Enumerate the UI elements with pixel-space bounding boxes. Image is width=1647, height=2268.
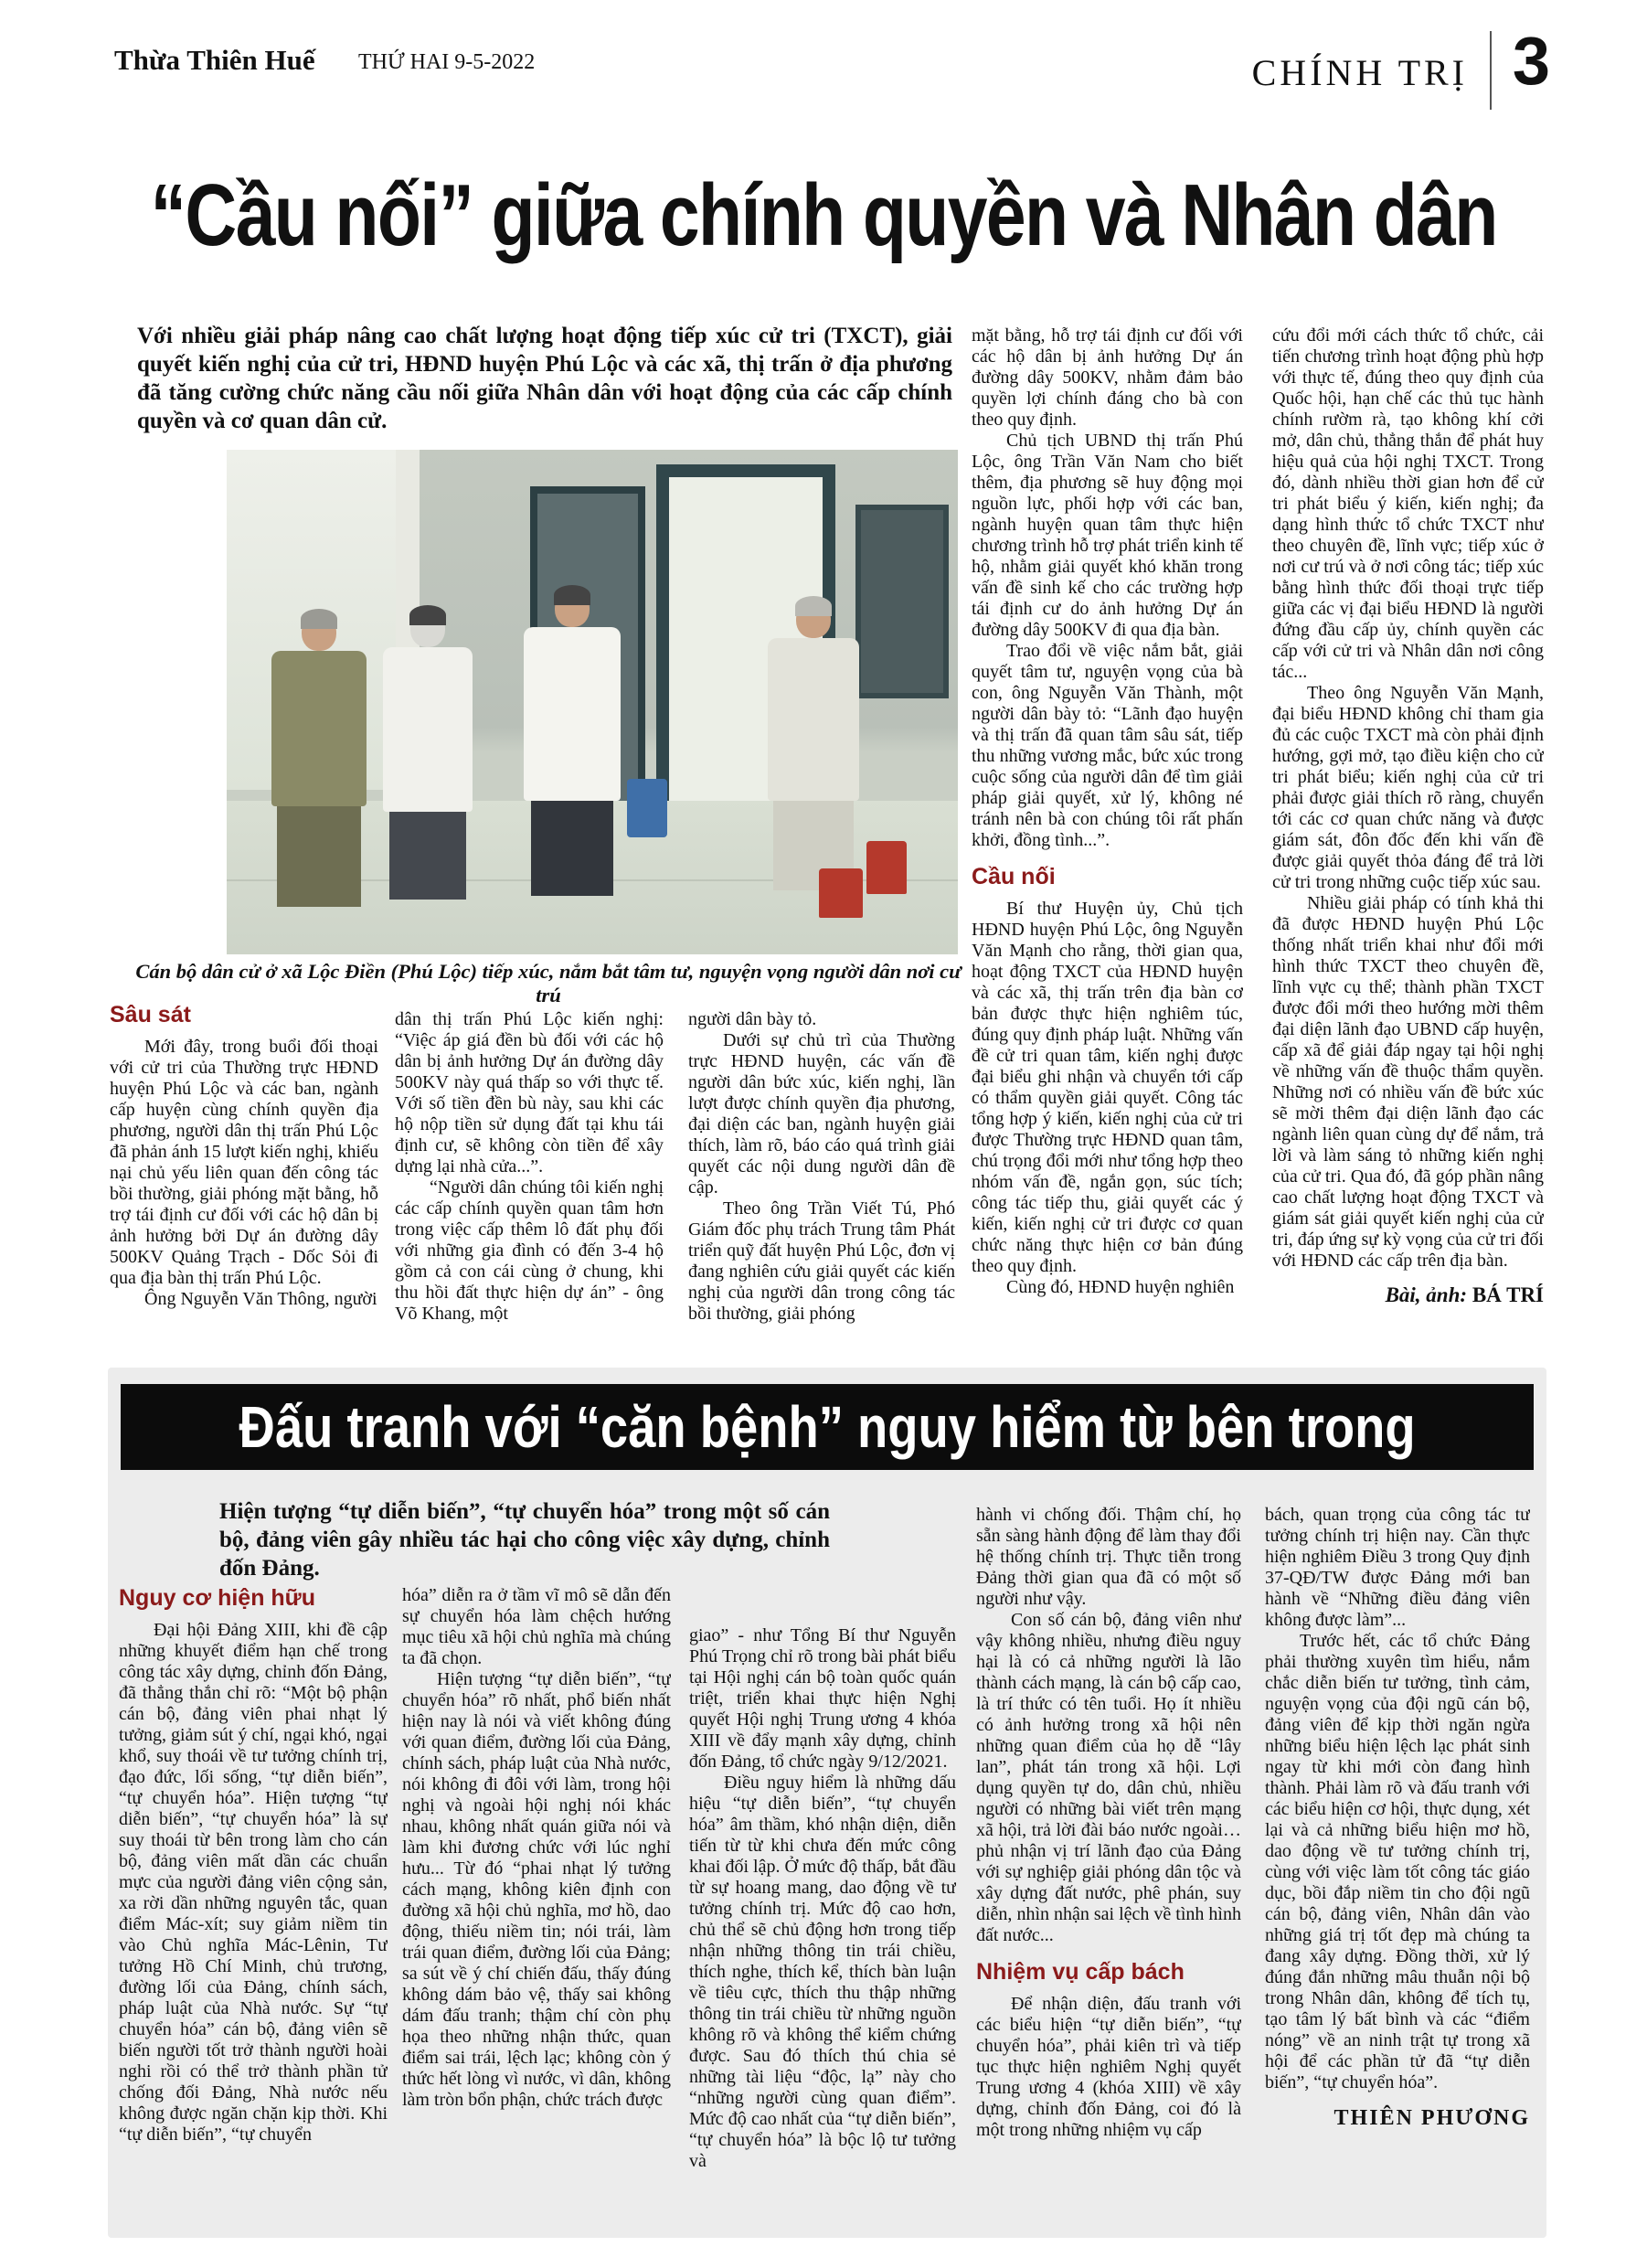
article1-subhead-sau-sat: Sâu sát bbox=[110, 1002, 191, 1028]
article1-byline-name: BÁ TRÍ bbox=[1472, 1283, 1544, 1306]
page-number: 3 bbox=[1512, 23, 1550, 99]
article1-paragraph: Mới đây, trong buổi đối thoại với cử tri của Thường trực HĐND huyện Phú Lộc và các ban, ngành cấp huyện cùng chính quyền địa phương, người dân thị trấn Phú Lộc đã phản ánh 15 lượt kiến nghị, khiếu nại chủ yếu liên quan đến công tác bồi thường, giải phóng mặt bằng, hỗ trợ tái định cư đối với các hộ dân bị ảnh hưởng bởi Dự án đường dây 500KV Quảng Trạch - Dốc Sỏi đi qua địa bàn thị trấn Phú Lộc. bbox=[110, 1037, 378, 1288]
article1-paragraph: người dân bày tỏ. bbox=[688, 1009, 817, 1029]
article1-paragraph: Nhiều giải pháp có tính khả thi đã được HĐND huyện Phú Lộc thống nhất triển khai như đổi mới hình thức TXCT theo chuyên đề, lĩnh vực cụ thể; thành phần TXCT được đổi mới theo hướng mời thêm đại diện lãnh đạo UBND cấp huyện, cấp xã để giải đáp ngay tại hội nghị về những vấn đề thuộc thẩm quyền. Những nơi có nhiều vấn đề bức xúc sẽ mời thêm đại diện lãnh đạo các ngành liên quan cùng dự để nắm, trả lời và làm sáng tỏ những kiến nghị của cử tri. Qua đó, đã góp phần nâng cao chất lượng hoạt động TXCT và giám sát giải quyết kiến nghị của cử tri, đáp ứng sự kỳ vọng của cử tri đối với HĐND các cấp trên địa bàn. bbox=[1272, 893, 1544, 1271]
article2-subhead-nguy-co: Nguy cơ hiện hữu bbox=[119, 1585, 316, 1611]
article1-column-2 bbox=[395, 1009, 664, 1355]
photo-person-masked bbox=[380, 609, 475, 900]
article1-photo-caption: Cán bộ dân cử ở xã Lộc Điền (Phú Lộc) tiếp xúc, nắm bắt tâm tư, nguyện vọng người dân nơi cư trú bbox=[135, 960, 962, 1006]
photo-red-stool bbox=[866, 841, 907, 894]
issue-date: THỨ HAI 9-5-2022 bbox=[358, 50, 536, 74]
article2-paragraph: Trước hết, các tổ chức Đảng phải thường xuyên tìm hiểu, nắm chắc diễn biến tư tưởng, tình cảm, nguyện vọng của đội ngũ cán bộ, đảng viên để kịp thời ngăn ngừa những biểu hiện lệch lạc phát sinh ngay từ khi mới còn đang hình thành. Phải làm rõ và đấu tranh với các biểu hiện cơ hội, thực dụng, xét lại và cả những biểu hiện mơ hồ, dao động về tư tưởng chính trị, cùng với việc làm tốt công tác giáo dục, bồi đắp niềm tin cho đội ngũ cán bộ, đảng viên, Nhân dân vào những giá trị tốt đẹp mà chúng ta đang xây dựng. Đồng thời, xử lý đúng đắn những mâu thuẫn nội bộ trong Nhân dân, không để tích tụ, tạo tâm lý bất bình và các “điểm nóng” về an ninh trật tự trong xã hội để các phần tử đã “tự diễn biến”, “tự chuyển hóa”. bbox=[1265, 1631, 1530, 2092]
article2-subhead-nhiem-vu: Nhiệm vụ cấp bách bbox=[976, 1959, 1185, 1985]
article1-subhead-cau-noi: Cầu nối bbox=[972, 864, 1056, 889]
newspaper-name: Thừa Thiên Huế bbox=[114, 44, 315, 76]
article2-column-5 bbox=[1265, 1505, 1530, 2225]
article1-paragraph: dân thị trấn Phú Lộc kiến nghị: “Việc áp giá đền bù đối với các hộ dân bị ảnh hưởng Dự án đường dây 500KV này quá thấp so với thực tế. Với số tiền đền bù này, sau khi các hộ nộp tiền sử dụng đất tại khu tái định cư, sẽ không còn tiền để xây dựng lại nhà cửa...”. bbox=[395, 1009, 664, 1177]
section-title: CHÍNH TRỊ bbox=[1251, 52, 1468, 93]
article2-paragraph: Điều nguy hiểm là những dấu hiệu “tự diễn biến”, “tự chuyển hóa” âm thầm, khó nhận diện, diễn tiến từ từ khi chưa đến mức công khai đối lập. Ở mức độ thấp, bắt đầu từ sự hoang mang, dao động về tư tưởng chính trị. Mức độ cao hơn, chủ thể sẽ chủ động hơn trong tiếp nhận những thông tin trái chiều, thích nghe, thích kể, thích bàn luận về tiêu cực, thích thu thập những thông tin trái chiều từ những nguồn không rõ và không thể kiểm chứng được. Sau đó thích thú chia sẻ những tài liệu “độc, lạ” này cho “những người cùng quan điểm”. Mức độ cao nhất của “tự diễn biến”, “tự chuyển hóa” là bộc lộ tư tưởng và bbox=[689, 1773, 956, 2171]
article1-column-3 bbox=[688, 1009, 955, 1355]
article1-column-4 bbox=[972, 325, 1243, 1336]
article1-paragraph: “Người dân chúng tôi kiến nghị các cấp chính quyền quan tâm hơn trong việc cấp thêm lô đất phụ đối với những gia đình có đến 3-4 hộ gồm cả con cái cùng ở chung, khi thu hồi đất thực hiện dự án” - ông Võ Khang, một bbox=[395, 1177, 664, 1324]
article2-headline-bar bbox=[121, 1384, 1534, 1470]
article1-paragraph: Theo ông Trần Viết Tú, Phó Giám đốc phụ trách Trung tâm Phát triển quỹ đất huyện Phú Lộc, đơn vị đang nghiên cứu giải quyết các kiến nghị của người dân trong công tác bồi thường, giải phóng bbox=[688, 1198, 955, 1324]
article2-column-1 bbox=[119, 1585, 388, 2225]
article2-paragraph: Để nhận diện, đấu tranh với các biểu hiện “tự diễn biến”, “tự chuyển hóa”, phải kiên trì và tiếp tục thực hiện nghiêm Nghị quyết Trung ương 4 (khóa XIII) về xây dựng, chỉnh đốn Đảng, coi đó là một trong những nhiệm vụ cấp bbox=[976, 1994, 1241, 2140]
article2-paragraph: hành vi chống đối. Thậm chí, họ sẵn sàng hành động để làm thay đổi hệ thống chính trị. Thực tiễn trong Đảng thời gian qua đã có một số người như vậy. bbox=[976, 1505, 1241, 1609]
article2-paragraph: giao” - như Tổng Bí thư Nguyễn Phú Trọng chỉ rõ trong bài phát biểu tại Hội nghị cán bộ toàn quốc quán triệt, triển khai thực hiện Nghị quyết Hội nghị Trung ương 4 khóa XIII về đẩy mạnh xây dựng, chỉnh đốn Đảng, tổ chức ngày 9/12/2021. bbox=[689, 1625, 956, 1772]
article1-paragraph: Ông Nguyễn Văn Thông, người bbox=[144, 1289, 377, 1309]
article1-photo bbox=[227, 450, 958, 954]
article1-paragraph: Trao đổi về việc nắm bắt, giải quyết tâm tư, nguyện vọng của bà con, ông Nguyễn Văn Thành, một người dân bày tỏ: “Lãnh đạo huyện và thị trấn đã quan tâm sâu sát, tiếp thu những vương mắc, bức xúc trong cuộc sống của người dân để tìm giải pháp giải quyết, xử lý, không né tránh nên bà con chúng tôi rất phấn khởi, đồng tình...”. bbox=[972, 641, 1243, 850]
article1-paragraph: Theo ông Nguyễn Văn Mạnh, đại biểu HĐND không chỉ tham gia đủ các cuộc TXCT mà còn phải định hướng, gợi mở, tạo điều kiện cho cử tri phát biểu; kiến nghị của cử tri phải được giải thích rõ ràng, chuyển tới các cơ quan chức năng và được giám sát, đôn đốc đến khi vấn đề được giải quyết thỏa đáng để trả lời cử tri trong những cuộc tiếp xúc sau. bbox=[1272, 683, 1544, 892]
article2-paragraph: hóa” diễn ra ở tầm vĩ mô sẽ dẫn đến sự chuyển hóa làm chệch hướng mục tiêu xã hội chủ nghĩa mà chúng ta đã chọn. bbox=[402, 1585, 671, 1668]
article1-paragraph: Chủ tịch UBND thị trấn Phú Lộc, ông Trần Văn Nam cho biết thêm, địa phương sẽ huy động mọi nguồn lực, phối hợp với các ban, ngành huyện quan tâm thực hiện chương trình hỗ trợ phát triển kinh tế hộ, nhằm giải quyết khó khăn trong vấn đề sinh kế cho các trường hợp tái định cư do ảnh hưởng Dự án đường dây 500KV đi qua địa bàn. bbox=[972, 431, 1243, 640]
article2-column-2 bbox=[402, 1585, 671, 2225]
article1-paragraph: Bí thư Huyện ủy, Chủ tịch HĐND huyện Phú Lộc, ông Nguyễn Văn Mạnh cho rằng, thời gian qua, hoạt động TXCT của HĐND huyện và các xã, thị trấn trên địa bàn cơ bản được thực hiện nghiêm túc, đúng quy định pháp luật. Những vấn đề cử tri quan tâm, kiến nghị được đại biểu ghi nhận và chuyển tới cấp có thẩm quyền giải quyết. Công tác tổng hợp ý kiến, kiến nghị của cử tri được Thường trực HĐND quan tâm, chú trọng đổi mới như tổng hợp theo nhóm vấn đề, ngắn gọn, súc tích; công tác tiếp thu, giải quyết các ý kiến, kiến nghị cử tri được cơ quan chức năng thực hiện cơ bản đúng theo quy định. bbox=[972, 899, 1243, 1276]
photo-red-stool-2 bbox=[819, 868, 863, 918]
photo-cabinet bbox=[855, 505, 949, 698]
article2-column-3 bbox=[689, 1625, 956, 2225]
article2-paragraph: bách, quan trọng của công tác tư tưởng chính trị hiện nay. Cần thực hiện nghiêm Điều 3 trong Quy định 37-QĐ/TW được Đảng mới ban hành về “Những điều đảng viên không được làm”... bbox=[1265, 1505, 1530, 1630]
photo-blue-chair bbox=[627, 779, 667, 837]
article1-paragraph: Dưới sự chủ trì của Thường trực HĐND huyện, các vấn đề người dân bức xúc, kiến nghị, lần lượt được chính quyền địa phương, đại diện các ban, ngành huyện giải thích, làm rõ, báo cáo quá trình giải quyết các nội dung người dân đề cập. bbox=[688, 1030, 955, 1198]
article1-column-5 bbox=[1272, 325, 1544, 1336]
article1-headline bbox=[0, 166, 1647, 264]
article1-paragraph: mặt bằng, hỗ trợ tái định cư đối với các hộ dân bị ảnh hưởng Dự án đường dây 500KV, nhằm đảm bảo quyền lợi chính đáng cho bà con theo quy định. bbox=[972, 325, 1243, 430]
article2-paragraph: Hiện tượng “tự diễn biến”, “tự chuyển hóa” rõ nhất, phổ biến nhất hiện nay là nói và viết không đúng với quan điểm, đường lối của Đảng, chính sách, pháp luật của Nhà nước, nói không đi đôi với làm, trong hội nghị và ngoài hội nghị nói khác nhau, không nhất quán giữa nói và làm khi đương chức với lúc nghỉ hưu... Từ đó “phai nhạt lý tưởng cách mạng, không kiên định con đường xã hội chủ nghĩa, mơ hồ, dao động, thiếu niềm tin; nói trái, làm trái quan điểm, đường lối của Đảng; sa sút về ý chí chiến đấu, thấy đúng không dám bảo vệ, thấy sai không dám đấu tranh; thậm chí còn phụ họa theo những nhận thức, quan điểm sai trái, lệch lạc; không còn ý thức hết lòng vì nước, vì dân, không làm tròn bổn phận, chức trách được bbox=[402, 1669, 671, 2110]
article2-paragraph: Đại hội Đảng XIII, khi đề cập những khuyết điểm hạn chế trong công tác xây dựng, chỉnh đốn Đảng, đã thẳng thắn chỉ rõ: “Một bộ phận cán bộ, đảng viên phai nhạt lý tưởng, giảm sút ý chí, ngại khó, ngại khổ, suy thoái về tư tưởng chính trị, đạo đức, lối sống, “tự diễn biến”, “tự chuyển hóa”. Hiện tượng “tự diễn biến”, “tự chuyển hóa” là sự suy thoái từ bên trong làm cho cán bộ, đảng viên mất dần các chuẩn mực của người đảng viên cộng sản, xa rời dần những nguyên tắc, quan điểm Mác-xít; suy giảm niềm tin vào Chủ nghĩa Mác-Lênin, Tư tưởng Hồ Chí Minh, chủ trương, đường lối của Đảng, chính sách, pháp luật của Nhà nước. Sự “tự chuyển hóa” cán bộ, đảng viên sẽ biến người tốt trở thành người hoài nghi rồi có thể trở thành phần tử chống đối Đảng, Nhà nước nếu không được ngăn chặn kịp thời. Khi “tự diễn biến”, “tự chuyển bbox=[119, 1620, 388, 2145]
article2-lede: Hiện tượng “tự diễn biến”, “tự chuyển hóa” trong một số cán bộ, đảng viên gây nhiều tác hại cho công việc xây dựng, chỉnh đốn Đảng. bbox=[219, 1499, 830, 1581]
photo-person-elderly bbox=[764, 600, 863, 890]
article2-column-4 bbox=[976, 1505, 1241, 2225]
article2-panel bbox=[108, 1368, 1546, 2238]
article1-column-1 bbox=[110, 1002, 378, 1355]
article1-byline bbox=[1272, 1284, 1544, 1305]
header-divider bbox=[1490, 31, 1492, 110]
article1-paragraph: Cùng đó, HĐND huyện nghiên bbox=[1006, 1277, 1235, 1297]
article2-headline-text: Đấu tranh với “căn bệnh” nguy hiểm từ bên trong bbox=[239, 1394, 1416, 1460]
article2-paragraph: Con số cán bộ, đảng viên như vậy không nhiều, nhưng điều nguy hại là có cả những người là lão thành cách mạng, là cán bộ cấp cao, là trí thức có tên tuổi. Họ ít nhiều có ảnh hưởng trong xã hội nên những quan điểm của họ dễ “lây lan”, phát tán trong xã hội. Lợi dụng quyền tự do, dân chủ, nhiều người có những bài viết trên mạng xã hội, trả lời đài báo nước ngoài… phủ nhận vị trí lãnh đạo của Đảng với sự nghiệp giải phóng dân tộc và xây dựng đất nước, phê phán, suy diễn, nhìn nhận sai lệch về tình hình đất nước... bbox=[976, 1610, 1241, 1945]
article1-headline-text: “Cầu nối” giữa chính quyền và Nhân dân bbox=[150, 166, 1497, 264]
article1-paragraph: cứu đổi mới cách thức tổ chức, cải tiến chương trình hoạt động phù hợp với thực tế, đúng theo quy định của Quốc hội, hạn chế các thủ tục hành chính rườm rà, tạo không khí cởi mở, dân chủ, thẳng thắn để phát huy hiệu quả của hội nghị TXCT. Trong đó, dành nhiều thời gian hơn để cử tri phát biểu ý kiến, kiến nghị; đa dạng hình thức tổ chức TXCT như theo chuyên đề, lĩnh vực; tiếp xúc ở nơi cư trú và ở nơi công tác; tiếp xúc bằng hình thức đối thoại trực tiếp giữa các vị đại biểu HĐND là người đứng đầu cấp ủy, chính quyền các cấp với cử tri và Nhân dân nơi công tác... bbox=[1272, 325, 1544, 682]
article1-lede: Với nhiều giải pháp nâng cao chất lượng hoạt động tiếp xúc cử tri (TXCT), giải quyết kiến nghị của cử tri, HĐND huyện Phú Lộc và các xã, thị trấn ở địa phương đã tăng cường chức năng cầu nối giữa Nhân dân với hoạt động của các cấp chính quyền và cơ quan dân cử. bbox=[137, 324, 952, 433]
photo-person-white-shirt bbox=[521, 589, 623, 896]
article2-byline: THIÊN PHƯƠNG bbox=[1334, 2106, 1530, 2130]
photo-person-olive-shirt bbox=[269, 612, 369, 907]
article1-byline-label: Bài, ảnh: bbox=[1385, 1283, 1468, 1306]
